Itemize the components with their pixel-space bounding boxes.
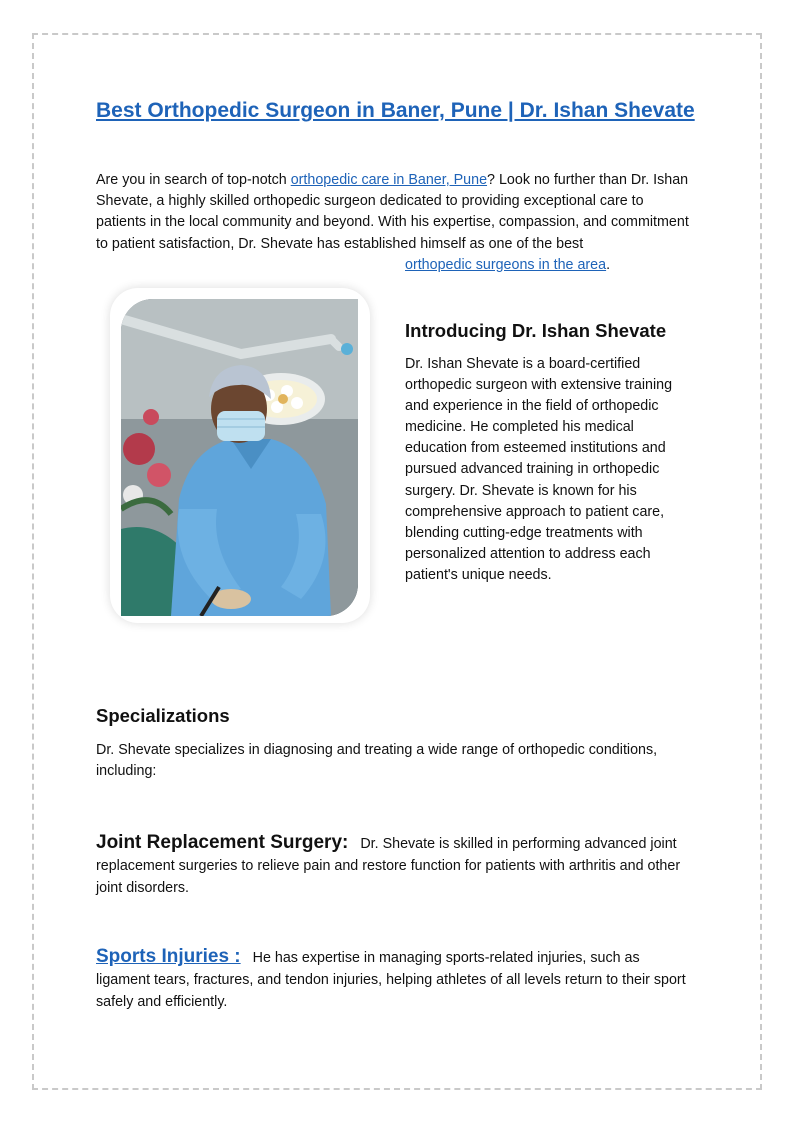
orthopedic-surgeons-link[interactable]: orthopedic surgeons in the area (405, 256, 607, 273)
intro-text-start: Are you in search of top-notch (96, 172, 291, 188)
sports-injuries-text: He has expertise in managing sports-related injuries, such as ligament tears, fractures, and tendon injuries, helping athletes of all levels return to their sport safely and efficiently. (96, 950, 686, 1010)
doctor-heading: Introducing Dr. Ishan Shevate (405, 320, 667, 341)
sports-injuries-section (96, 946, 696, 1013)
doctor-intro-section (405, 318, 695, 586)
page-title[interactable]: Best Orthopedic Surgeon in Baner, Pune | Dr. Ishan Shevate (96, 99, 695, 122)
doctor-bio: Dr. Ishan Shevate is a board-certified orthopedic surgeon with extensive training and experience in the field of orthopedic medicine. He completed his medical education from esteemed institutions and pursued advanced training in orthopedic surgery. Dr. Shevate is known for his comprehensive approach to patient care, blending cutting-edge treatments with personalized attention to address each patient's unique needs. (405, 356, 673, 583)
intro-paragraph (96, 170, 696, 276)
orthopedic-care-link[interactable]: orthopedic care in Baner, Pune (290, 172, 488, 188)
intro-text-end: . (606, 256, 611, 273)
joint-replacement-section (96, 832, 696, 899)
intro-last-line (96, 255, 696, 276)
specializations-heading: Specializations (96, 705, 230, 726)
joint-replacement-heading: Joint Replacement Surgery: (96, 832, 349, 853)
surgeon-illustration (121, 299, 358, 616)
intro-text-middle: ? Look no further than Dr. Ishan Shevate, a highly skilled orthopedic surgeon dedicated to providing exceptional care to patients in the local community and beyond. With his expertise, compassion, and commitment to patient satisfaction, Dr. Shevate has established himself as one of the best (96, 172, 689, 252)
sports-injuries-link[interactable]: Sports Injuries : (96, 946, 241, 967)
joint-replacement-text: Dr. Shevate is skilled in performing advanced joint replacement surgeries to relieve pain and restore function for patients with arthritis and other joint disorders. (96, 836, 681, 896)
surgeon-photo (121, 299, 358, 616)
specializations-text: Dr. Shevate specializes in diagnosing and treating a wide range of orthopedic conditions, including: (96, 742, 658, 780)
